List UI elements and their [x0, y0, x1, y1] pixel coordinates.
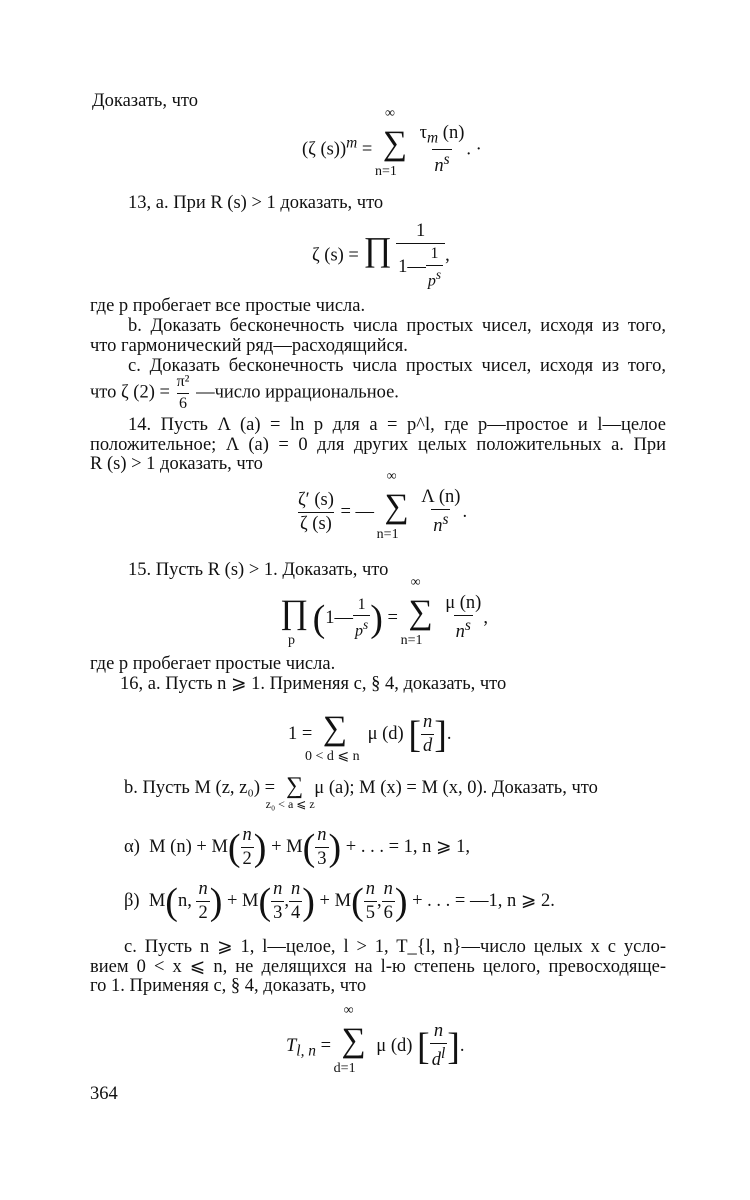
product-sign: ∏: [280, 593, 308, 631]
formula-eq: =: [387, 607, 398, 628]
beta-n2a: n: [273, 879, 283, 899]
sum-sign: ∑: [408, 593, 433, 631]
alpha-t3: + . . . = 1, n ⩾ 1,: [345, 837, 471, 858]
formula-lhs-exp: m: [346, 134, 358, 152]
sum-upper: ∞: [384, 106, 395, 122]
formula-tail: .: [446, 724, 452, 744]
mu-n: μ (n): [445, 593, 482, 613]
beta-comma: ,: [284, 891, 290, 912]
frac-den: d: [422, 736, 433, 757]
sum-lower: 0 < d ⩽ n: [304, 749, 360, 764]
inner-den-exp: s: [363, 617, 369, 633]
alpha-t1: M (n) + M: [149, 837, 228, 858]
open-paren: (: [312, 597, 326, 640]
problem-14-line3: R (s) > 1 доказать, что: [90, 454, 263, 474]
problem-13-after: где p пробегает все простые числа.: [90, 296, 366, 316]
beta-d3b: 6: [383, 903, 393, 924]
problem-13b-line1: b. Доказать бесконечность числа простых чисел, исходя из того,: [128, 316, 666, 336]
inner-den: p: [355, 622, 364, 640]
formula-beta: β) M(n, $\frac{n}{2}$ ) + M( $\frac{n}{3}$ , $\frac{n}{4}$ ) + M( $\frac{n}{5}$ , $\frac{n}{6}$ ) + . . . = —1, n ⩾ 2.: [124, 879, 555, 924]
c-post: —число иррациональное.: [196, 382, 399, 403]
zeta-prime: ζ′ (s): [298, 489, 334, 510]
sum-sign: ∑: [286, 773, 304, 799]
tau: τ: [419, 123, 428, 143]
beta-t1: M: [148, 891, 166, 912]
pi-squared: π²: [176, 373, 190, 390]
beta-n2b: n: [291, 879, 301, 899]
formula-zeta-power: [302, 106, 482, 180]
mu-d: μ (d): [376, 1035, 413, 1056]
alpha-label: α): [124, 837, 140, 858]
sum-sign: ∑: [382, 125, 408, 163]
problem-15-line1: 15. Пусть R (s) > 1. Доказать, что: [128, 560, 389, 580]
formula-lhs-sub: l, n: [296, 1042, 316, 1060]
den-exp: s: [443, 150, 450, 168]
formula-euler-product: [312, 222, 450, 290]
product-sign: ∏: [363, 231, 392, 269]
sum-lower: n=1: [374, 164, 397, 180]
product-lower: p: [288, 632, 295, 648]
frac-den-pre: 1—: [398, 257, 426, 278]
problem-13a-line: 13, а. При R (s) > 1 доказать, что: [128, 193, 384, 213]
problem-13c-line2: [90, 374, 399, 413]
alpha-d2: 3: [317, 849, 327, 870]
six: 6: [179, 394, 187, 412]
formula-tail: ,: [445, 245, 450, 266]
sum-sign: ∑: [341, 1021, 366, 1059]
sum-sign: ∑: [322, 710, 348, 747]
page-number: 364: [90, 1084, 118, 1104]
close-paren: ): [370, 597, 383, 640]
formula-mobius-product: [280, 574, 488, 648]
problem-14-line1: 14. Пусть Λ (a) = ln p для a = p^l, где p—простое и l—целое: [128, 415, 666, 435]
problem-13c-line1: с. Доказать бесконечность числа простых чисел, исходя из того,: [128, 356, 666, 376]
formula-16c: $T_{l, n}$ = ∞ ∑ d=1 μ (d) [ $\frac{n}{d^l}$ ].: [286, 1002, 465, 1076]
beta-t2: + M: [226, 891, 259, 912]
problem-13b-line2: что гармонический ряд—расходящийся.: [90, 336, 408, 356]
lambda-n: Λ (n): [421, 487, 461, 507]
frac-num: n: [433, 1021, 444, 1041]
formula-eq: =: [320, 1035, 332, 1056]
sum-upper: ∞: [386, 468, 397, 484]
alpha-n1: n: [242, 825, 252, 845]
formula-lhs: T: [286, 1035, 297, 1056]
problem-16a-line: 16, а. Пусть n ⩾ 1. Применяя с, § 4, доказать, что: [120, 674, 507, 694]
formula-16a: 1 = ∑ 0 < d ⩽ n μ (d) [ $\frac{n}{d}$ ].: [288, 710, 452, 764]
beta-n1: n: [198, 879, 208, 899]
sum-upper: ∞: [343, 1002, 354, 1018]
beta-d2b: 4: [291, 903, 301, 924]
den-n: n: [434, 156, 444, 177]
problem-14-line2: положительное; Λ (a) = 0 для других целых положительных a. При: [90, 435, 666, 455]
sum-upper: ∞: [410, 574, 421, 590]
beta-n3b: n: [383, 879, 393, 899]
frac-num: n: [422, 711, 433, 732]
alpha-n2: n: [317, 825, 327, 845]
frac-num: 1: [415, 221, 426, 241]
alpha-d1: 2: [242, 849, 252, 870]
frac-den: d: [431, 1050, 441, 1071]
inner-den: p: [427, 272, 436, 290]
formula-log-derivative: [296, 468, 468, 542]
zeta: ζ (s): [300, 514, 332, 534]
c-pre: что ζ (2) =: [90, 382, 170, 403]
formula-lhs: (ζ (s)): [302, 139, 347, 160]
problem-16c-line1: с. Пусть n ⩾ 1, l—целое, l > 1, T_{l, n}—число целых x с усло-: [124, 937, 666, 957]
inner-num: 1: [430, 245, 439, 263]
tau-tail: (n): [438, 123, 465, 143]
one-minus: 1—: [325, 607, 354, 628]
inner-den-exp: s: [435, 267, 442, 283]
formula-alpha: α) M (n) + M( $\frac{n}{2}$ ) + M( $\frac{n}{3}$ ) + . . . = 1, n ⩾ 1,: [124, 825, 471, 870]
formula-tail: .: [462, 501, 468, 522]
den-n: n: [455, 622, 465, 643]
beta-a1: n,: [177, 891, 192, 912]
b-post: μ (a); M (x) = M (x, 0). Доказать, что: [314, 778, 598, 798]
problem-16c-line2: вием 0 < x ⩽ n, не делящихся на l-ю степень целого, превосходяще-: [90, 957, 666, 977]
beta-t3: + M: [319, 891, 352, 912]
formula-tail: . ·: [466, 139, 482, 160]
mu-d: μ (d): [367, 724, 404, 744]
beta-d1: 2: [198, 903, 208, 924]
inner-num: 1: [357, 595, 366, 613]
sum-lower: n=1: [376, 526, 399, 542]
beta-d3a: 5: [365, 903, 375, 924]
tau-sub: m: [427, 129, 439, 147]
sum-sign: ∑: [384, 487, 409, 525]
sum-lower: d=1: [333, 1060, 356, 1076]
problem-16c-line3: го 1. Применяя с, § 4, доказать, что: [90, 976, 367, 996]
intro-line: Доказать, что: [92, 91, 198, 111]
sum-lower: n=1: [400, 632, 423, 648]
den-exp: s: [442, 511, 449, 529]
frac-den-exp: l: [440, 1045, 446, 1063]
alpha-t2: + M: [271, 837, 303, 858]
beta-d2a: 3: [273, 903, 283, 924]
den-exp: s: [464, 617, 471, 635]
beta-label: β): [124, 891, 140, 912]
sum-lower: z₀ < a ⩽ z: [265, 797, 315, 811]
beta-n3a: n: [365, 879, 375, 899]
formula-tail: ,: [483, 607, 488, 628]
den-n: n: [433, 516, 443, 537]
formula-eq: =: [361, 139, 373, 160]
problem-15-after: где p пробегает простые числа.: [90, 654, 336, 674]
beta-t4: + . . . = —1, n ⩾ 2.: [412, 891, 555, 912]
formula-lhs: 1 =: [288, 724, 313, 744]
b-pre: b. Пусть M (z, z₀) =: [124, 778, 276, 798]
formula-mid: = —: [340, 501, 375, 522]
formula-tail: .: [459, 1035, 465, 1056]
formula-lhs: ζ (s) =: [312, 245, 359, 266]
problem-16b-line: [124, 773, 598, 811]
